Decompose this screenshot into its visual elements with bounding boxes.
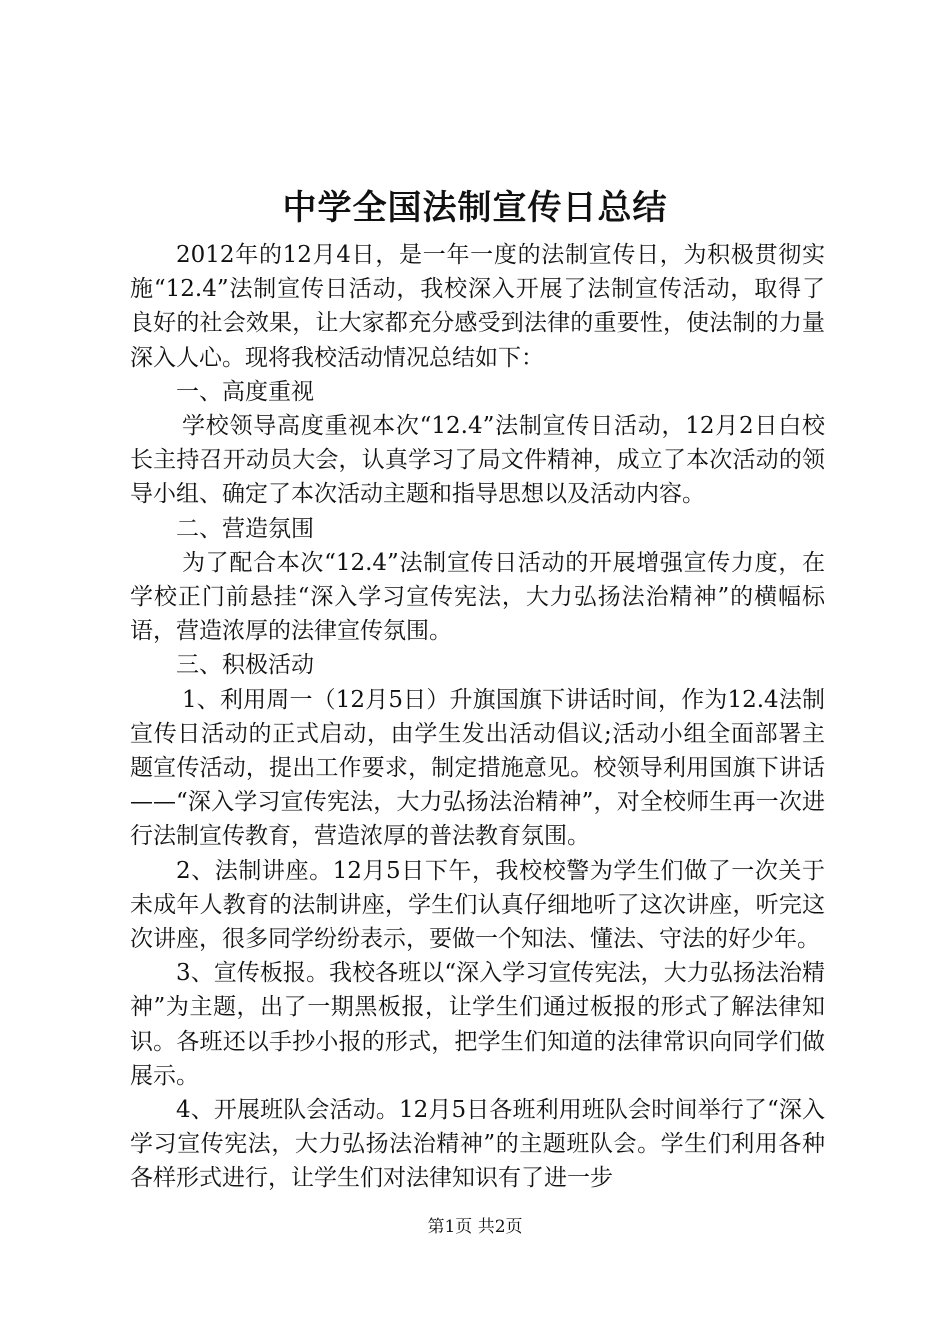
activity-item-2: 2、法制讲座。12月5日下午，我校校警为学生们做了一次关于未成年人教育的法制讲座，学生们认真仔细地听了这次讲座，听完这次讲座，很多同学纷纷表示，要做一个知法、懂法、守法的好少年。 <box>130 857 825 953</box>
intro-paragraph: 2012年的12月4日，是一年一度的法制宣传日，为积极贯彻实施“12.4”法制宣传日活动，我校深入开展了法制宣传活动，取得了良好的社会效果，让大家都充分感受到法律的重要性，使法制的力量深入人心。现将我校活动情况总结如下： <box>130 242 825 371</box>
activity-item-3: 3、宣传板报。我校各班以“深入学习宣传宪法，大力弘扬法治精神”为主题，出了一期黑板报，让学生们通过板报的形式了解法律知识。各班还以手抄小报的形式，把学生们知道的法律常识向同学们做展示。 <box>130 960 825 1089</box>
section-paragraph-1: 学校领导高度重视本次“12.4”法制宣传日活动，12月2日白校长主持召开动员大会，认真学习了局文件精神，成立了本次活动的领导小组、确定了本次活动主题和指导思想以及活动内容。 <box>130 413 825 508</box>
section-paragraph-2: 为了配合本次“12.4”法制宣传日活动的开展增强宣传力度，在学校正门前悬挂“深入学习宣传宪法，大力弘扬法治精神”的横幅标语，营造浓厚的法律宣传氛围。 <box>130 549 825 645</box>
section-heading-1: 一、高度重视 <box>176 378 314 405</box>
section-heading-2: 二、营造氛围 <box>176 515 314 542</box>
activity-item-4: 4、开展班队会活动。12月5日各班利用班队会时间举行了“深入学习宣传宪法，大力弘扬法治精神”的主题班队会。学生们利用各种各样形式进行，让学生们对法律知识有了进一步 <box>130 1097 825 1192</box>
page-title: 中学全国法制宣传日总结 <box>282 188 668 228</box>
activity-item-1: 1、利用周一（12月5日）升旗国旗下讲话时间，作为12.4法制宣传日活动的正式启动，由学生发出活动倡议;活动小组全面部署主题宣传活动，提出工作要求，制定措施意见。校领导利用国旗下讲话——“深入学习宣传宪法，大力弘扬法治精神”，对全校师生再一次进行法制宣传教育，营造浓厚的普法教育氛围。 <box>130 686 825 850</box>
document-body <box>130 238 825 1196</box>
section-heading-3: 三、积极活动 <box>176 652 314 679</box>
page-number: 第1页 共2页 <box>427 1217 523 1237</box>
